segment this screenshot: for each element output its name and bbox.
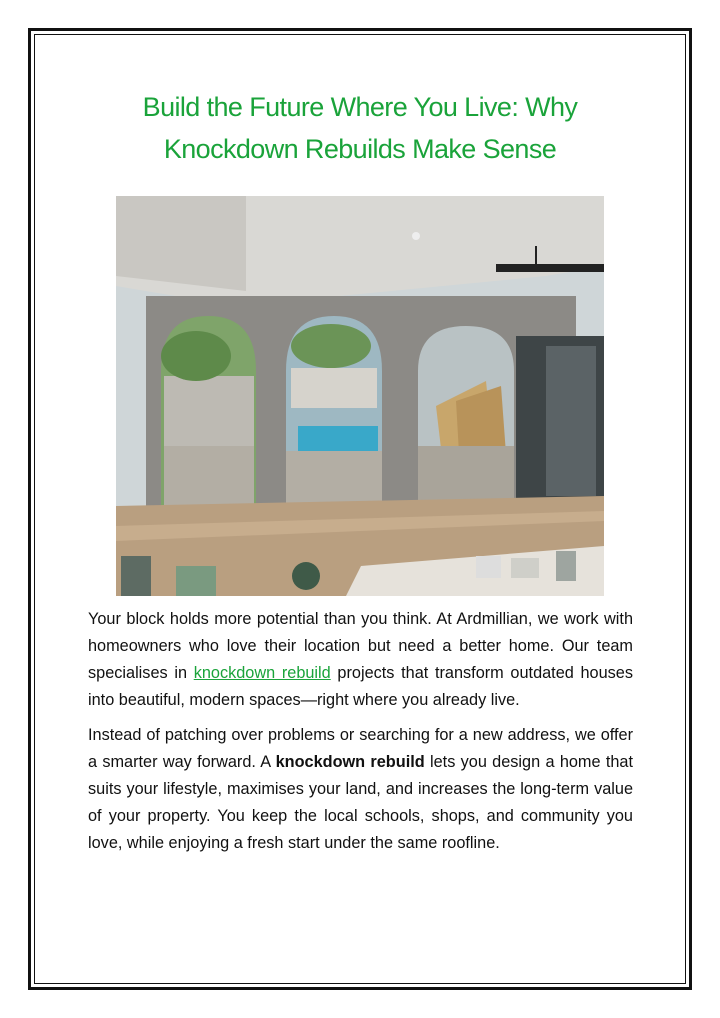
document-title xyxy=(60,86,660,170)
hero-photo xyxy=(116,196,604,596)
title-line-1: Build the Future Where You Live: Why xyxy=(142,92,578,122)
body-text xyxy=(88,606,633,865)
title-line-2: Knockdown Rebuilds Make Sense xyxy=(163,134,557,164)
paragraph-2: Instead of patching over problems or searching for a new address, we offer a smarter way forward. A knockdown rebuild lets you design a home that suits your lifestyle, maximises your land, and increases the long-term value of your property. You keep the local schools, shops, and community you love, while enjoying a fresh start under the same roofline. xyxy=(88,726,633,852)
bold-knockdown-rebuild: knockdown rebuild xyxy=(275,753,425,771)
paragraph-1: Your block holds more potential than you think. At Ardmillian, we work with homeowners who love their location but need a better home. Our team specialises in knockdown rebuild projects that transform outdated houses into beautiful, modern spaces—right where you already live. xyxy=(88,610,634,709)
knockdown-rebuild-link[interactable]: knockdown rebuild xyxy=(193,664,331,682)
